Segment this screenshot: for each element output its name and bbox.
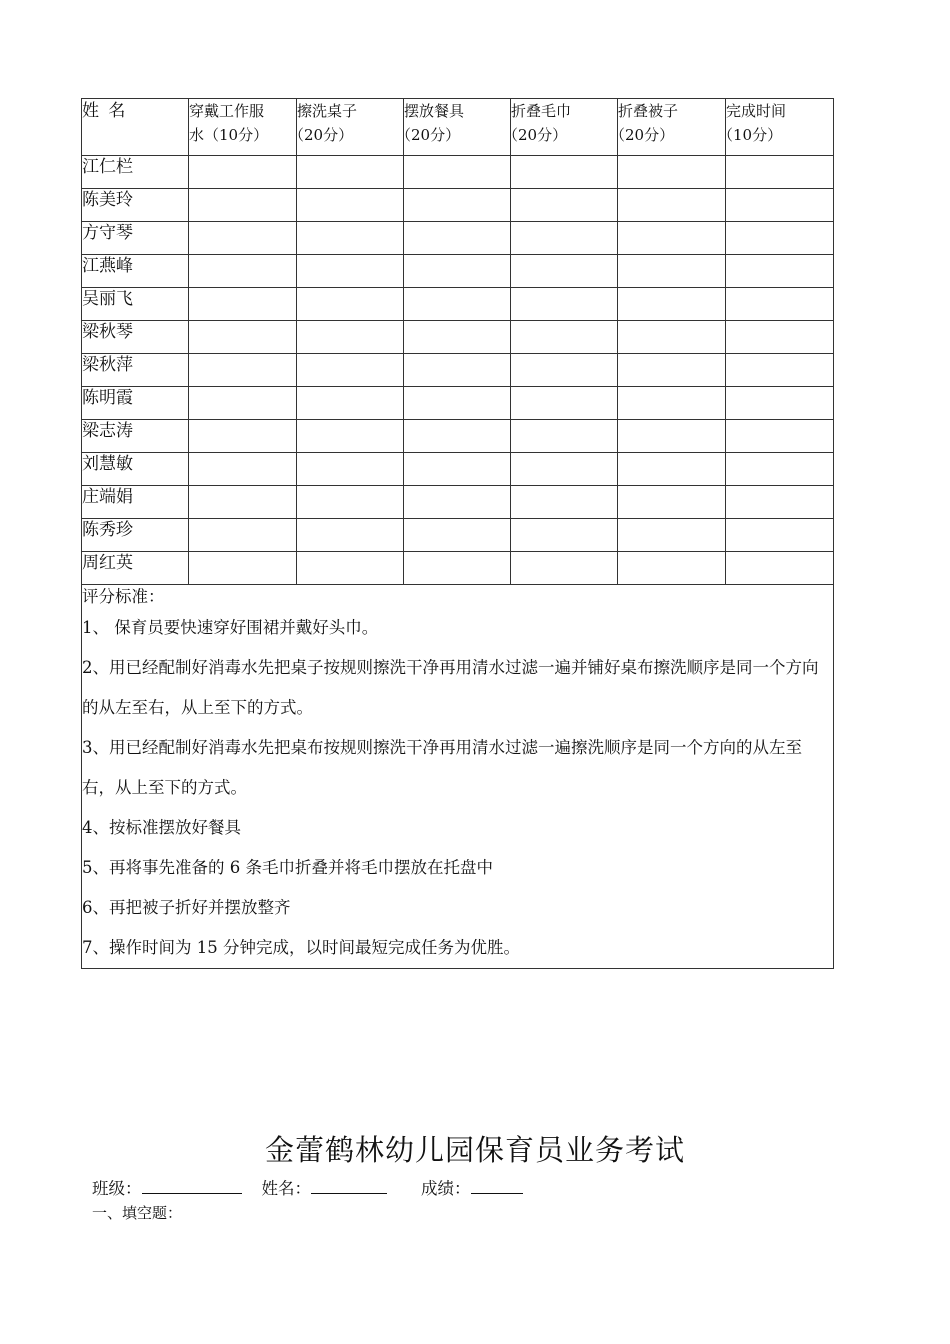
score-cell[interactable] [297,354,404,387]
column-header-line2: （20分） [503,126,568,144]
score-cell[interactable] [404,156,511,189]
score-cell[interactable] [189,255,297,288]
score-cell[interactable] [404,552,511,585]
score-cell[interactable] [618,288,726,321]
table-row [82,156,834,189]
exam-info-line [92,1177,523,1200]
score-cell[interactable] [726,453,834,486]
score-cell[interactable] [297,189,404,222]
score-cell[interactable] [189,288,297,321]
class-label: 班级： [92,1179,142,1198]
score-cell[interactable] [618,387,726,420]
score-blank[interactable] [471,1177,523,1194]
score-cell[interactable] [297,222,404,255]
score-cell[interactable] [297,321,404,354]
score-cell[interactable] [511,156,618,189]
column-header-line2: （10分） [718,126,783,144]
table-row [82,453,834,486]
score-cell[interactable] [726,552,834,585]
staff-name-cell: 陈秀珍 [82,519,189,552]
score-cell[interactable] [404,189,511,222]
staff-name-cell: 庄端娟 [82,486,189,519]
table-row [82,288,834,321]
score-cell[interactable] [618,552,726,585]
column-header-line1: 擦洗桌子 [297,102,358,120]
score-cell[interactable] [618,189,726,222]
section-fill-in-title: 一、填空题： [92,1204,183,1222]
score-cell[interactable] [404,321,511,354]
staff-name-cell: 江燕峰 [82,255,189,288]
score-cell[interactable] [511,486,618,519]
score-cell[interactable] [189,321,297,354]
staff-name-cell: 刘慧敏 [82,453,189,486]
column-header-line2: （20分） [610,126,675,144]
table-row [82,420,834,453]
score-cell[interactable] [297,387,404,420]
table-row [82,321,834,354]
score-cell[interactable] [511,453,618,486]
score-cell[interactable] [297,288,404,321]
score-cell[interactable] [404,354,511,387]
score-cell[interactable] [404,255,511,288]
staff-name-cell: 梁秋琴 [82,321,189,354]
staff-name-cell: 江仁栏 [82,156,189,189]
score-cell[interactable] [511,519,618,552]
score-cell[interactable] [726,519,834,552]
staff-name-cell: 梁志涛 [82,420,189,453]
column-header [82,99,189,156]
score-cell[interactable] [511,420,618,453]
score-cell[interactable] [511,321,618,354]
score-cell[interactable] [618,519,726,552]
score-cell[interactable] [297,552,404,585]
column-header-line2: 水（10分） [189,126,269,144]
score-cell[interactable] [618,222,726,255]
exam-title: 金蕾鹤林幼儿园保育员业务考试 [264,1133,685,1167]
score-cell[interactable] [618,486,726,519]
score-cell[interactable] [404,288,511,321]
score-cell[interactable] [189,519,297,552]
score-cell[interactable] [404,519,511,552]
score-cell[interactable] [726,222,834,255]
score-cell[interactable] [618,453,726,486]
staff-name-cell: 方守琴 [82,222,189,255]
class-blank[interactable] [142,1177,242,1194]
score-cell[interactable] [618,354,726,387]
criteria-item: 1、 保育员要快速穿好围裙并戴好头巾。 [82,618,379,637]
score-cell[interactable] [511,189,618,222]
score-cell[interactable] [297,453,404,486]
score-cell[interactable] [726,156,834,189]
column-header-line1: 姓 名 [82,101,128,121]
table-row [82,189,834,222]
score-cell[interactable] [618,321,726,354]
score-cell[interactable] [511,222,618,255]
table-row [82,255,834,288]
column-header [289,99,404,156]
score-cell[interactable] [404,387,511,420]
score-cell[interactable] [511,354,618,387]
score-label: 成绩： [421,1179,471,1198]
score-cell[interactable] [189,156,297,189]
criteria-item: 2、用已经配制好消毒水先把桌子按规则擦洗干净再用清水过滤一遍并铺好桌布擦洗顺序是同一个方向的从左至右，从上至下的方式。 [82,658,819,717]
score-cell[interactable] [297,255,404,288]
staff-name-cell: 梁秋萍 [82,354,189,387]
score-cell[interactable] [189,486,297,519]
staff-name-cell: 陈明霞 [82,387,189,420]
criteria-row [82,585,834,969]
table-row [82,222,834,255]
column-header-line2: （20分） [289,126,354,144]
criteria-list [82,608,833,968]
score-cell[interactable] [404,453,511,486]
score-cell[interactable] [511,387,618,420]
score-cell[interactable] [404,486,511,519]
column-header-line1: 摆放餐具 [404,102,465,120]
score-cell[interactable] [404,420,511,453]
column-header [610,99,726,156]
criteria-item: 7、操作时间为 15 分钟完成，以时间最短完成任务为优胜。 [82,938,520,957]
table-row [82,354,834,387]
score-cell[interactable] [189,453,297,486]
table-row [82,387,834,420]
score-cell[interactable] [189,552,297,585]
score-cell[interactable] [297,420,404,453]
score-cell[interactable] [297,519,404,552]
scoring-sheet [81,98,833,969]
score-cell[interactable] [189,222,297,255]
staff-name-cell: 吴丽飞 [82,288,189,321]
score-cell[interactable] [726,387,834,420]
score-cell[interactable] [189,420,297,453]
criteria-cell [82,585,834,969]
column-header-line1: 穿戴工作服 [189,102,265,120]
score-cell[interactable] [726,255,834,288]
criteria-title: 评分标准： [82,587,165,606]
column-header [189,99,297,156]
score-cell[interactable] [511,552,618,585]
column-header-line1: 折叠毛巾 [511,102,572,120]
score-cell[interactable] [189,387,297,420]
score-cell[interactable] [726,189,834,222]
criteria-item: 3、用已经配制好消毒水先把桌布按规则擦洗干净再用清水过滤一遍擦洗顺序是同一个方向的从左至右，从上至下的方式。 [82,738,802,797]
column-header [718,99,834,156]
score-cell[interactable] [726,486,834,519]
score-cell[interactable] [297,486,404,519]
score-cell[interactable] [297,156,404,189]
score-cell[interactable] [189,189,297,222]
score-cell[interactable] [618,255,726,288]
criteria-item: 4、按标准摆放好餐具 [82,818,241,837]
score-cell[interactable] [189,354,297,387]
score-table [81,98,834,969]
column-header [503,99,618,156]
score-cell[interactable] [726,288,834,321]
column-header [396,99,511,156]
score-cell[interactable] [618,420,726,453]
criteria-item: 5、再将事先准备的 6 条毛巾折叠并将毛巾摆放在托盘中 [82,858,493,877]
score-cell[interactable] [511,255,618,288]
score-cell[interactable] [618,156,726,189]
score-cell[interactable] [726,321,834,354]
column-header-line2: （20分） [396,126,461,144]
staff-name-cell: 周红英 [82,552,189,585]
table-row [82,486,834,519]
table-row [82,519,834,552]
criteria-item: 6、再把被子折好并摆放整齐 [82,898,291,917]
score-cell[interactable] [726,354,834,387]
header-row [82,99,834,156]
column-header-line1: 完成时间 [726,102,787,120]
staff-name-cell: 陈美玲 [82,189,189,222]
score-cell[interactable] [511,288,618,321]
table-row [82,552,834,585]
name-label: 姓名： [261,1179,311,1198]
score-cell[interactable] [726,420,834,453]
score-cell[interactable] [404,222,511,255]
column-header-line1: 折叠被子 [618,102,679,120]
name-blank[interactable] [311,1177,387,1194]
